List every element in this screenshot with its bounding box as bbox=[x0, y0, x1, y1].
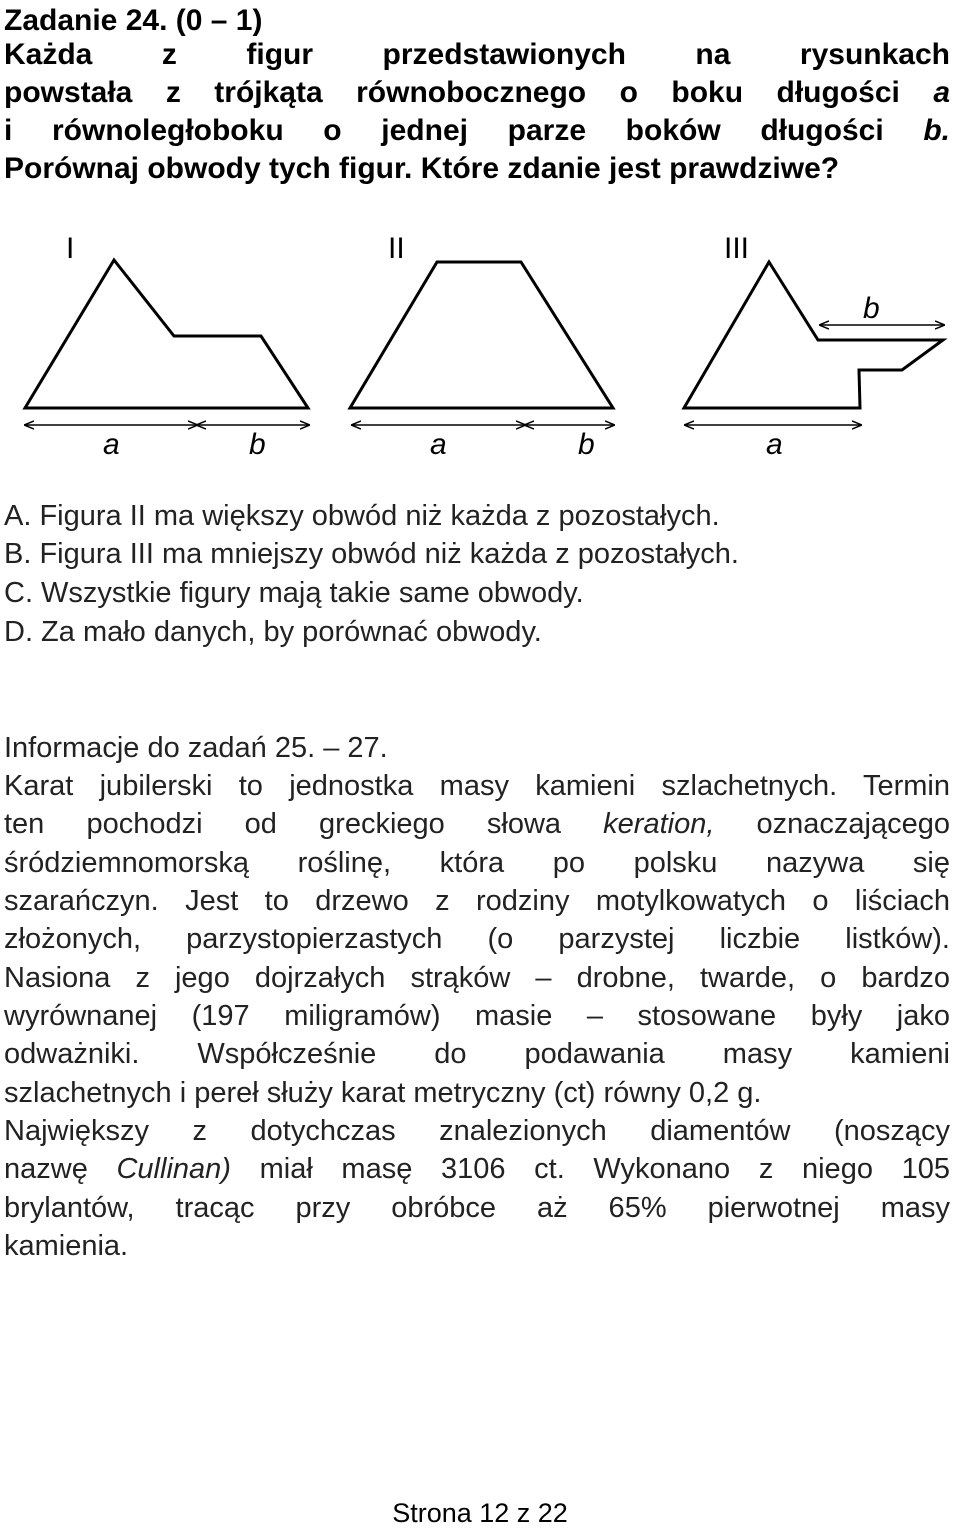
info-line-9: szlachetnych i pereł służy karat metryczny (ct) równy 0,2 g. bbox=[4, 1077, 762, 1109]
option-a: A. Figura II ma większy obwód niż każda z pozostałych. bbox=[4, 500, 720, 532]
figure-2-dim-label-a: a bbox=[430, 428, 447, 461]
task-line-4: Porównaj obwody tych figur. Które zdanie jest prawdziwe? bbox=[4, 152, 840, 185]
option-b: B. Figura III ma mniejszy obwód niż każda z pozostałych. bbox=[4, 538, 739, 570]
task-variable-a: a bbox=[933, 76, 950, 109]
figure-2-shape bbox=[350, 262, 613, 408]
option-c: C. Wszystkie figury mają takie same obwody. bbox=[4, 577, 584, 609]
info-line-3: śródziemnomorską roślinę, która po polsku nazywa się bbox=[4, 847, 950, 879]
info-line-10: Największy z dotychczas znalezionych diamentów (noszący bbox=[4, 1115, 950, 1147]
info-line-12: brylantów, tracąc przy obróbce aż 65% pierwotnej masy bbox=[4, 1192, 950, 1224]
info-term-cullinan: Cullinan) bbox=[116, 1153, 231, 1185]
figure-1-dim-label-a: a bbox=[103, 428, 120, 461]
info-line-4: szarańczyn. Jest to drzewo z rodziny motylkowatych o liściach bbox=[4, 885, 950, 917]
figure-3-shape bbox=[684, 262, 943, 408]
info-line-8: odważniki. Współcześnie do podawania masy kamieni bbox=[4, 1038, 950, 1070]
figure-2-dim-label-b: b bbox=[578, 428, 595, 461]
option-d: D. Za mało danych, by porównać obwody. bbox=[4, 616, 542, 648]
info-line-6: Nasiona z jego dojrzałych strąków – drobne, twarde, o bardzo bbox=[4, 962, 950, 994]
task-line-1: Każda z figur przedstawionych na rysunkach bbox=[4, 38, 950, 71]
figure-2-label: II bbox=[388, 232, 405, 265]
figures-diagram bbox=[0, 0, 960, 480]
page-footer: Strona 12 z 22 bbox=[392, 1498, 568, 1528]
info-heading: Informacje do zadań 25. – 27. bbox=[4, 732, 388, 764]
info-line-13: kamienia. bbox=[4, 1230, 129, 1262]
info-line-5: złożonych, parzystopierzastych (o parzystej liczbie listków). bbox=[4, 923, 950, 955]
task-line-2: powstała z trójkąta równobocznego o boku długości a bbox=[4, 76, 950, 109]
task-line-3: i równoległoboku o jednej parze boków długości b. bbox=[4, 114, 950, 147]
info-term-keration: keration, bbox=[603, 808, 715, 840]
task-variable-b: b. bbox=[923, 114, 950, 147]
figure-3-dim-label-a: a bbox=[766, 428, 783, 461]
info-line-1: Karat jubilerski to jednostka masy kamieni szlachetnych. Termin bbox=[4, 770, 950, 802]
figure-1-dim-label-b: b bbox=[249, 428, 266, 461]
figure-3-dim-label-b: b bbox=[863, 292, 880, 325]
figure-3-label: III bbox=[724, 232, 750, 265]
figure-1-shape bbox=[25, 260, 308, 408]
info-line-2: ten pochodzi od greckiego słowa keration, oznaczającego bbox=[4, 808, 951, 840]
info-line-7: wyrównanej (197 miligramów) masie – stosowane były jako bbox=[4, 1000, 950, 1032]
task-header: Zadanie 24. (0 – 1) bbox=[4, 4, 263, 37]
figure-1-label: I bbox=[66, 232, 75, 265]
info-line-11: nazwę Cullinan) miał masę 3106 ct. Wykonano z niego 105 bbox=[4, 1153, 950, 1185]
